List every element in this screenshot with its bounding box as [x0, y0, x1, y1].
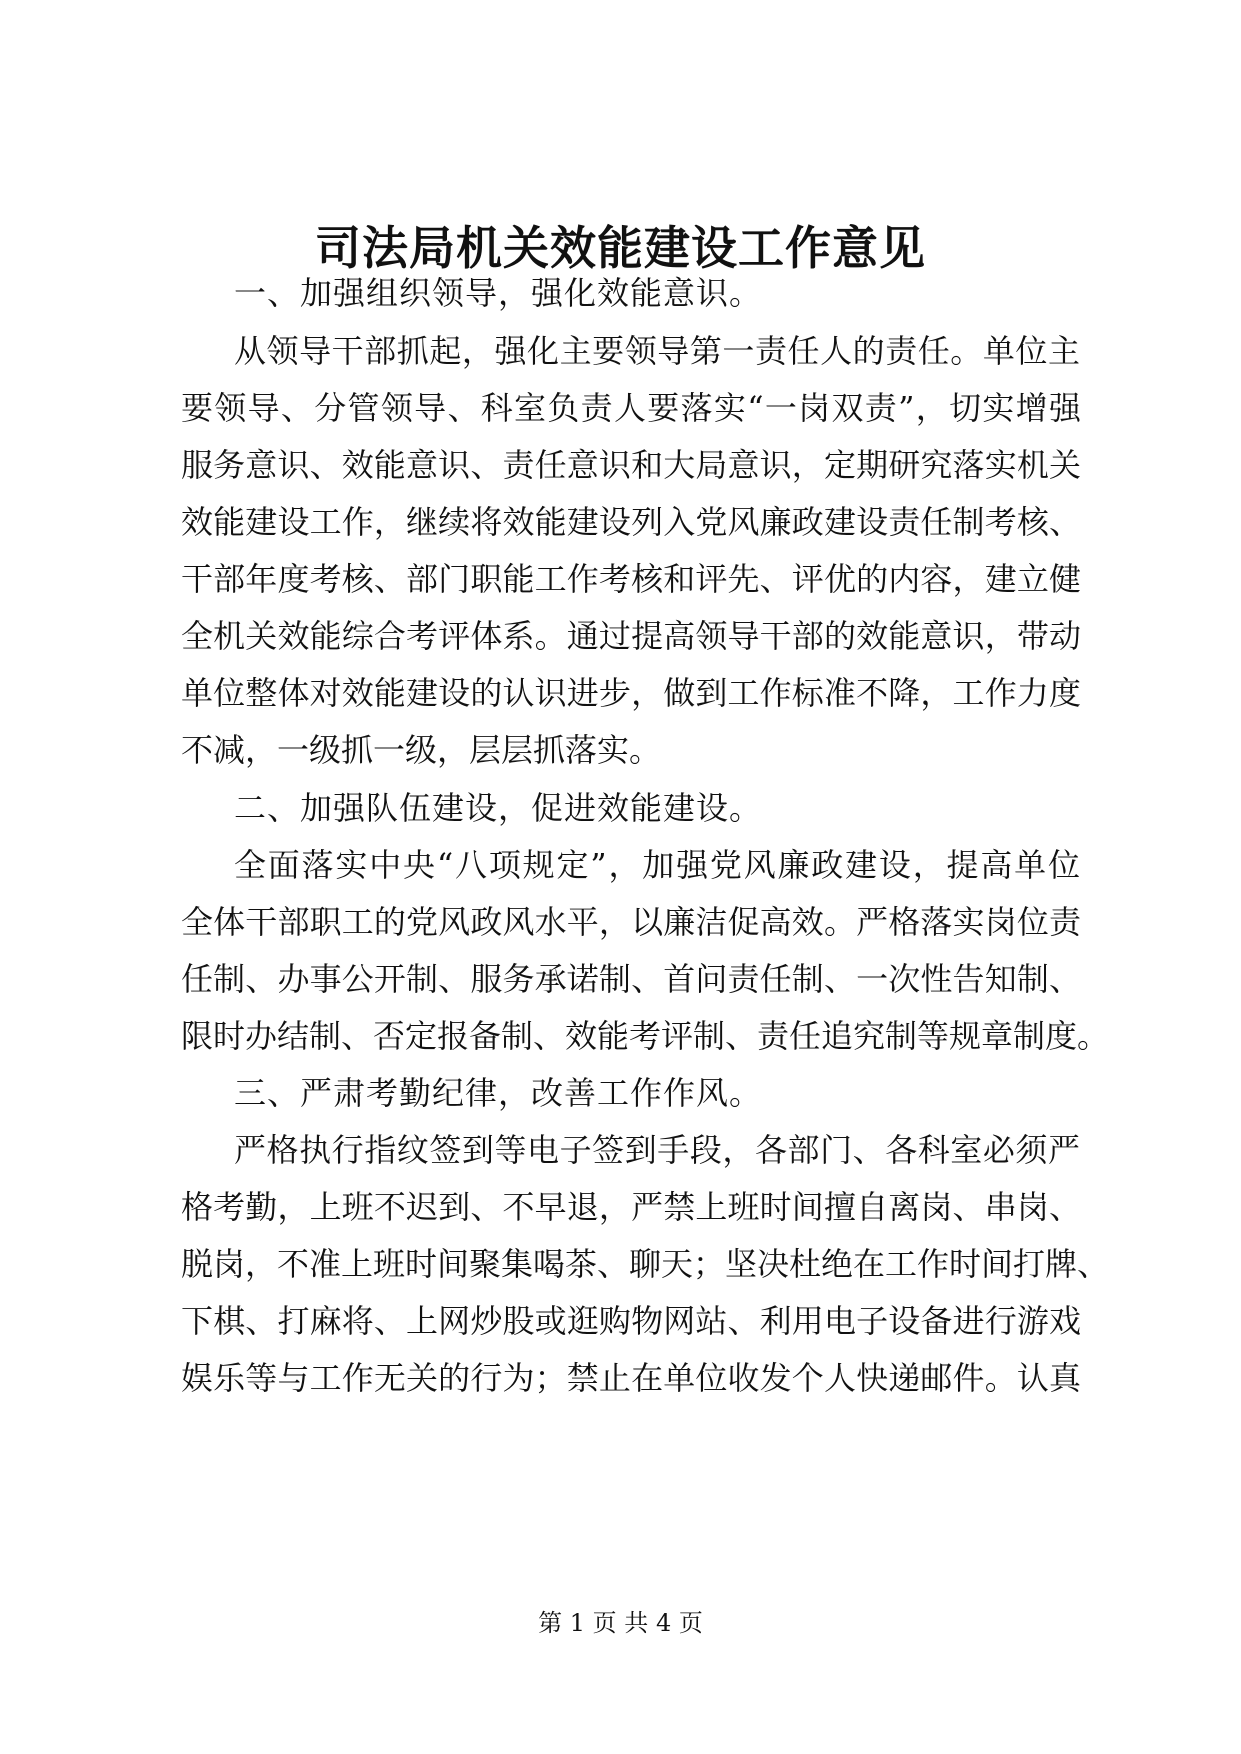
section-heading-1: 一、加强组织领导，强化效能意识。 — [234, 274, 763, 312]
paragraph-line: 干部年度考核、部门职能工作考核和评先、评优的内容，建立健 — [181, 560, 1081, 598]
paragraph-line: 服务意识、效能意识、责任意识和大局意识，定期研究落实机关 — [181, 446, 1081, 484]
paragraph-line: 限时办结制、否定报备制、效能考评制、责任追究制等规章制度。 — [181, 1017, 1110, 1055]
page-footer: 第 1 页 共 4 页 — [538, 1609, 703, 1637]
paragraph-line: 全面落实中央“八项规定”，加强党风廉政建设，提高单位 — [234, 846, 1080, 884]
paragraph-line: 格考勤，上班不迟到、不早退，严禁上班时间擅自离岗、串岗、 — [181, 1188, 1081, 1226]
paragraph-line: 从领导干部抓起，强化主要领导第一责任人的责任。单位主 — [234, 332, 1080, 370]
paragraph-line: 严格执行指纹签到等电子签到手段，各部门、各科室必须严 — [234, 1131, 1080, 1169]
paragraph-line: 全体干部职工的党风政风水平，以廉洁促高效。严格落实岗位责 — [181, 903, 1081, 941]
paragraph-line: 不减，一级抓一级，层层抓落实。 — [181, 731, 662, 769]
document-title: 司法局机关效能建设工作意见 — [315, 221, 926, 275]
paragraph-line: 单位整体对效能建设的认识进步，做到工作标准不降，工作力度 — [181, 674, 1081, 712]
section-heading-2: 二、加强队伍建设，促进效能建设。 — [234, 789, 763, 827]
paragraph-line: 下棋、打麻将、上网炒股或逛购物网站、利用电子设备进行游戏 — [181, 1302, 1081, 1340]
section-heading-3: 三、严肃考勤纪律，改善工作作风。 — [234, 1074, 763, 1112]
paragraph-line: 效能建设工作，继续将效能建设列入党风廉政建设责任制考核、 — [181, 503, 1081, 541]
paragraph-line: 要领导、分管领导、科室负责人要落实“一岗双责”，切实增强 — [181, 389, 1081, 427]
paragraph-line: 脱岗，不准上班时间聚集喝茶、聊天；坚决杜绝在工作时间打牌、 — [181, 1245, 1110, 1283]
paragraph-line: 娱乐等与工作无关的行为；禁止在单位收发个人快递邮件。认真 — [181, 1359, 1081, 1397]
paragraph-line: 全机关效能综合考评体系。通过提高领导干部的效能意识，带动 — [181, 617, 1081, 655]
paragraph-line: 任制、办事公开制、服务承诺制、首问责任制、一次性告知制、 — [181, 960, 1081, 998]
